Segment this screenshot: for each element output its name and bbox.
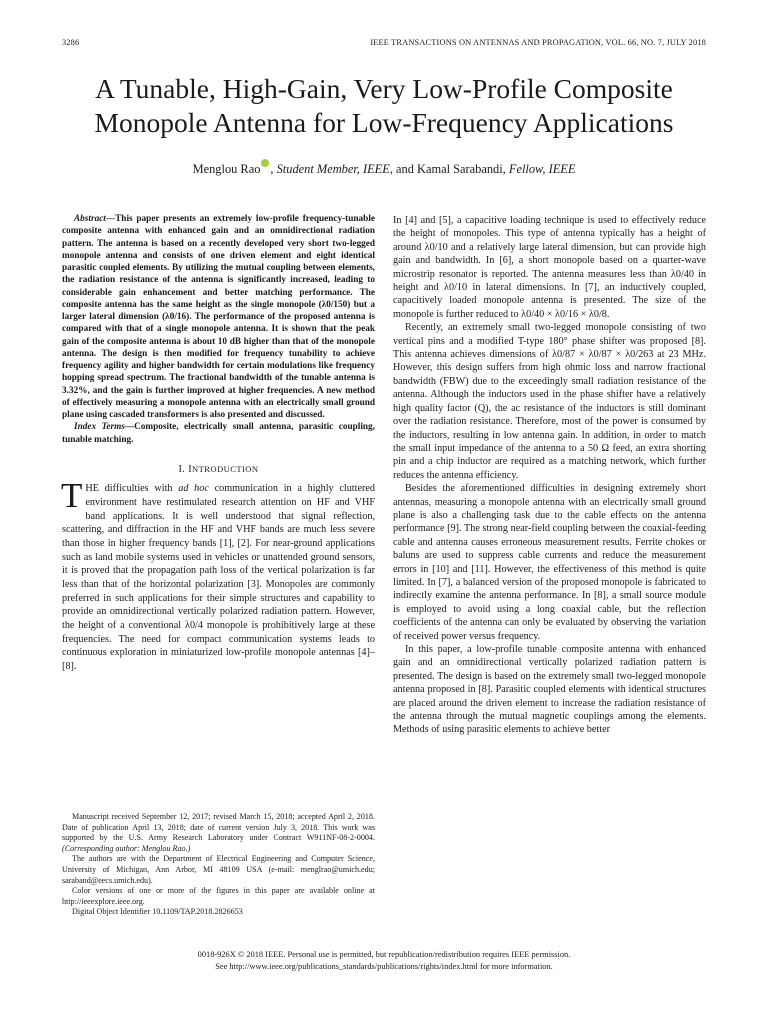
left-column [62,213,375,674]
running-header [62,38,706,52]
drop-cap: T [61,476,83,516]
body-paragraph-2: Recently, an extremely small two-legged monopole consisting of two vertical pins and a modified T-type 180° phase shifter was proposed [8]. This antenna achieves dimensions of λ0/87 × λ0/87 × λ0/263 at 23 MHz. However, this design suffers from high ohmic loss and narrow fractional bandwidth (FBW) due to the exceedingly small radiation resistance of the antenna. Although the inductors used in the phase shifter have a relatively high quality factor (Q), the ac resistance of the inductors is still dominant over the radiation resistance. Therefore, most of the power is consumed by the inductors, resulting in low antenna gain. In addition, in order to match the small input impedance of the antenna to a 50 Ω feed, an extra shorting pin and a chip inductor are required as a matching network, which further reduces the antenna efficiency. [393,322,706,481]
footnote-doi: Digital Object Identifier 10.1109/TAP.2018.2826653 [72,907,243,917]
footnote-manuscript: Manuscript received September 12, 2017; revised March 15, 2018; accepted April 2, 2018. Date of publication April 13, 2018; date of current version July 3, 2018. This work was supported by the U.S. Army Research Laboratory under Contract W911NF-08-2-0004. (Corresponding author: Menglou Rao.) [62,812,375,853]
author-1-role: Student Member, IEEE [276,162,390,176]
index-terms-label: Index Terms [74,422,125,433]
body-paragraph-1: In [4] and [5], a capacitive loading technique is used to effectively reduce the height of monopoles. This type of antenna typically has a height of around λ0/10 and a relatively large lateral dimension, but can provide high gain and bandwidth. In [6], a short monopole based on a quarter-wave microstrip resonator is reported. The antenna measures less than λ0/40 in height and λ0/10 in lateral dimensions. In [7], an inductively coupled, capacitively loaded monopole antenna is presented. The size of the monopole is further reduced to λ0/40 × λ0/16 × λ0/8. [393,215,706,320]
page-number: 3286 [62,38,80,47]
copyright-line-1: 0018-926X © 2018 IEEE. Personal use is permitted, but republication/redistribution requires IEEE permission. [197,950,571,959]
author-conjunction: , and Kamal Sarabandi, [389,162,509,176]
title-line-2: Monopole Antenna for Low-Frequency Applications [94,107,674,138]
copyright-line-2: See http://www.ieee.org/publications_standards/publications/rights/index.html for more information. [215,961,553,971]
section-heading-introduction: I. INTRODUCTION [178,463,259,475]
footnote-affiliation: The authors are with the Department of Electrical Engineering and Computer Science, University of Michigan, Ann Arbor, MI 48109 USA (e-mail: menglrao@umich.edu; saraband@eecs.umich.edu). [62,854,375,885]
footnotes [62,812,375,918]
copyright-notice [62,949,706,972]
abstract-label: Abstract [74,214,106,224]
journal-name: IEEE TRANSACTIONS ON ANTENNAS AND PROPAGATION, VOL. 66, NO. 7, JULY 2018 [370,38,706,47]
orcid-icon[interactable] [261,159,269,167]
title-line-1: A Tunable, High-Gain, Very Low-Profile Composite [95,73,673,104]
paper-title [40,72,728,140]
intro-paragraph: THE difficulties with ad hoc communication in a highly cluttered environment have restimulated research attention on HF and VHF band applications. It is well understood that signal reflection, scattering, and diffraction in the HF and VHF bands are much less severe than those in higher frequency bands [1], [2]. For near-ground applications such as land mobile systems used in vehicles or unattended ground sensors, it is proved that the propagation path loss of the vertical polarization is far less than that of the horizontal polarization [3]. Monopoles are commonly preferred in such applications for their simple structures and capability to provide an omnidirectional vertically polarized radiation pattern. However, the height of a conventional λ0/4 monopole is prohibitively large at these frequencies. The need for compact communication systems leads to continuous exploration in miniaturized low-profile monopole antennas [4]–[8]. [61,476,375,672]
abstract: Abstract—This paper presents an extremely low-profile frequency-tunable composite antenna with enhanced gain and an omnidirectional radiation pattern. The antenna is based on a recently developed very short two-legged monopole antenna and consists of one driven element and eight identical parasitic coupled elements. By utilizing the mutual coupling between elements, the radiation resistance of the antenna is significantly increased, leading to considerable gain enhancement and better matching performance. The composite antenna has the same height as the single monopole (λ0/150) but a larger lateral dimension (λ0/16). The performance of the proposed antenna is compared with that of a single monopole antenna. It is shown that the peak gain of the composite antenna is about 10 dB higher than that of the monopole antenna. The design is then modified for frequency tunability to achieve frequency agility and higher bandwidth for certain modulations like frequency hopping spread spectrum. The fractional bandwidth of the tunable antenna is 3.32%, and the gain is further improved at higher frequencies. A new method of effectively measuring a monopole antenna with an electrically small ground plane using cascaded transformers is also presented and discussed. [62,214,375,420]
author-line: Menglou Rao , Student Member, IEEE, and Kamal Sarabandi, Fellow, IEEE [40,159,728,177]
right-column [393,214,706,737]
index-terms: Index Terms—Composite, electrically small antenna, parasitic coupling, tunable matching. [62,422,375,445]
abstract-text: This paper presents an extremely low-profile frequency-tunable composite antenna with enhanced gain and an omnidirectional radiation pattern. The antenna is based on a recently developed very short two-legged monopole antenna and consists of one driven element and eight identical parasitic coupled elements. By utilizing the mutual coupling between elements, the radiation resistance of the antenna is significantly increased, leading to considerable gain enhancement and better matching performance. The composite antenna has the same height as the single monopole (λ0/150) but a larger lateral dimension (λ0/16). The performance of the proposed antenna is compared with that of a single monopole antenna. It is shown that the peak gain of the composite antenna is about 10 dB higher than that of the monopole antenna. The design is then modified for frequency tunability to achieve frequency agility and higher bandwidth for certain modulations like frequency hopping spread spectrum. The fractional bandwidth of the tunable antenna is 3.32%, and the gain is further improved at higher frequencies. A new method of effectively measuring a monopole antenna with an electrically small ground plane using cascaded transformers is also presented and discussed. [62,214,375,420]
body-paragraph-4: In this paper, a low-profile tunable composite antenna with enhanced gain and an omnidirectional vertically polarized radiation pattern is presented. The design is based on the extremely small two-legged monopole antenna proposed in [8]. Parasitic coupled elements with identical structures are placed around the driven element to increase the radiation resistance of the antenna through the mutual magnetic couplings among the elements. Methods of using parasitic elements to achieve better [393,644,706,736]
footnote-color: Color versions of one or more of the figures in this paper are available online at http://ieeexplore.ieee.org. [62,886,375,906]
author-2-role: Fellow, IEEE [508,162,576,176]
index-terms-text: Composite, electrically small antenna, parasitic coupling, tunable matching. [62,422,375,445]
body-paragraph-3: Besides the aforementioned difficulties in designing extremely short antennas, measuring a monopole antenna with an electrically small ground plane is also a challenging task due to the cable effects on the antenna performance [9]. The strong near-field coupling between the coaxial-feeding cable and antenna causes erroneous measurement results. Ferrite chokes or baluns are used to suppress cable currents and reduce the measurement errors in [10] and [11]. However, the effectiveness of this method is quite limited. In [7], a balanced version of the proposed monopole is fabricated to indirectly examine the antenna performance. In [8], a small source module is employed to avoid using a long coaxial cable, but the reflection coefficients of the antenna can only be evaluated by observing the variation of received power versus frequency. [393,483,706,642]
author-1-name: Menglou Rao [192,162,261,176]
